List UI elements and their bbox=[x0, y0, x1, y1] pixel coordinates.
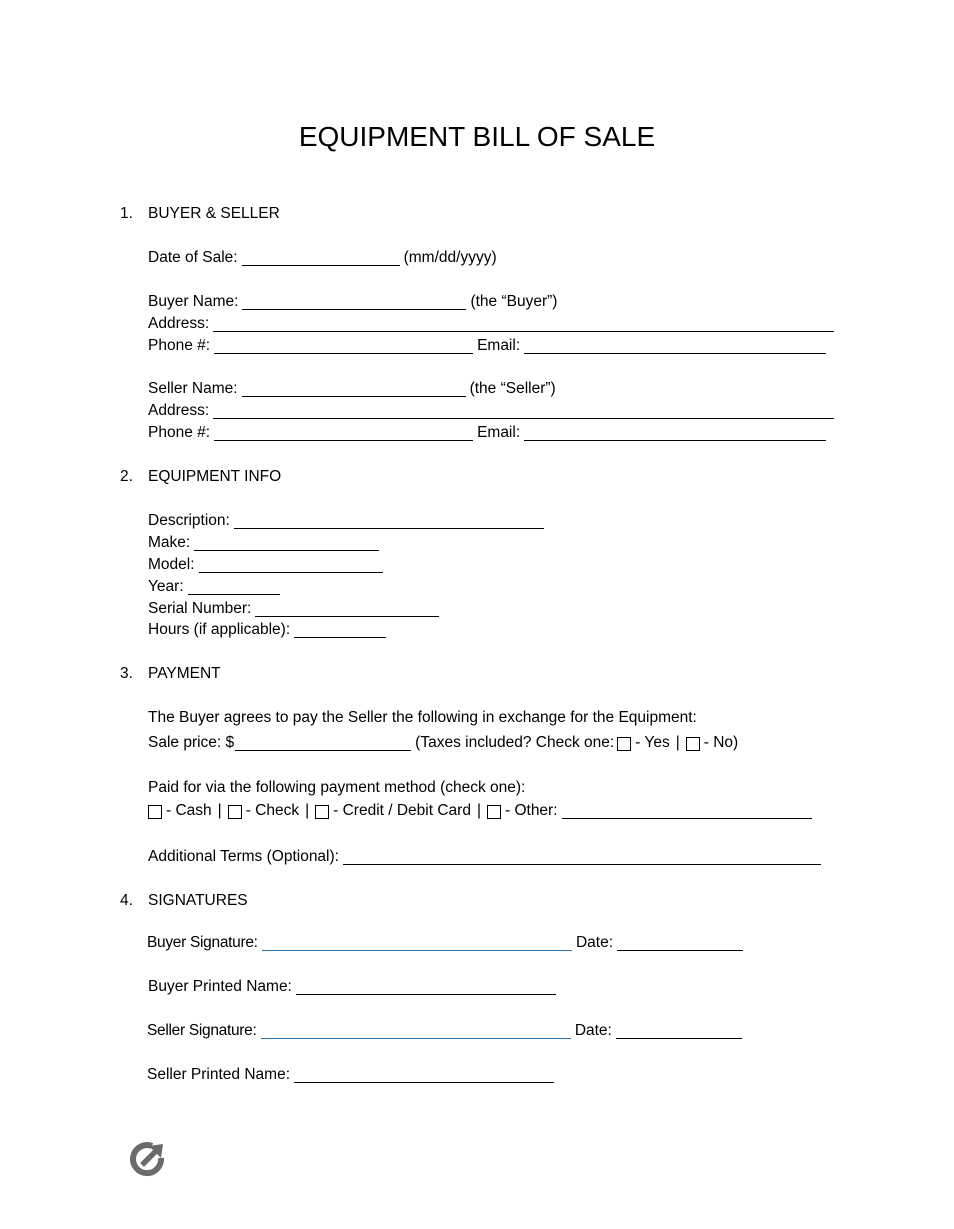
buyer-contact-row bbox=[148, 334, 830, 356]
seller-name-row bbox=[148, 377, 556, 399]
hours-row bbox=[148, 618, 390, 640]
buyer-address-field[interactable] bbox=[213, 315, 834, 332]
payment-method-row bbox=[148, 799, 816, 821]
payment-method-intro-row bbox=[148, 776, 525, 798]
seller-email-field[interactable] bbox=[524, 424, 826, 441]
payment-intro-row bbox=[148, 706, 697, 728]
buyer-printed-name-field[interactable] bbox=[296, 978, 556, 995]
seller-suffix: (the “Seller”) bbox=[469, 380, 556, 397]
hours-field[interactable] bbox=[294, 621, 386, 638]
seller-phone-label: Phone #: bbox=[148, 424, 211, 441]
buyer-signature-colon: : bbox=[253, 934, 258, 951]
buyer-email-label: Email: bbox=[477, 337, 521, 354]
section-2-number: 2. bbox=[120, 468, 133, 485]
date-format-hint: (mm/dd/yyyy) bbox=[403, 249, 497, 266]
taxes-included-label: (Taxes included? Check one: bbox=[415, 734, 615, 751]
taxes-no-label: - No) bbox=[703, 734, 739, 751]
make-field[interactable] bbox=[194, 534, 379, 551]
section-4-number: 4. bbox=[120, 892, 133, 909]
sale-price-field[interactable] bbox=[235, 734, 411, 751]
document-title: EQUIPMENT BILL OF SALE bbox=[298, 121, 656, 152]
additional-terms-field[interactable] bbox=[343, 848, 821, 865]
year-row bbox=[148, 575, 284, 597]
hours-label: Hours (if applicable): bbox=[148, 621, 291, 638]
buyer-suffix: (the “Buyer”) bbox=[470, 293, 558, 310]
model-field[interactable] bbox=[199, 556, 383, 573]
serial-number-field[interactable] bbox=[255, 600, 439, 617]
additional-terms-row bbox=[148, 845, 825, 867]
model-label: Model: bbox=[148, 556, 195, 573]
buyer-signature-field[interactable] bbox=[262, 934, 572, 951]
buyer-address-label: Address: bbox=[148, 315, 210, 332]
seller-date-field[interactable] bbox=[616, 1022, 742, 1039]
section-3-number: 3. bbox=[120, 665, 133, 682]
seller-printed-name-row bbox=[147, 1063, 558, 1085]
seller-contact-row bbox=[148, 421, 830, 443]
seller-phone-field[interactable] bbox=[214, 424, 473, 441]
seller-signature-field[interactable] bbox=[261, 1022, 571, 1039]
section-1-title: BUYER & SELLER bbox=[148, 205, 280, 222]
cash-checkbox[interactable] bbox=[148, 805, 162, 819]
taxes-yes-checkbox[interactable] bbox=[617, 737, 631, 751]
section-3-title: PAYMENT bbox=[148, 665, 221, 682]
brand-logo-icon bbox=[130, 1141, 166, 1177]
seller-printed-name-field[interactable] bbox=[294, 1066, 554, 1083]
section-1-number: 1. bbox=[120, 205, 133, 222]
serial-number-row bbox=[148, 597, 443, 619]
make-row bbox=[148, 531, 383, 553]
buyer-phone-field[interactable] bbox=[214, 337, 473, 354]
description-label: Description: bbox=[148, 512, 230, 529]
buyer-email-field[interactable] bbox=[524, 337, 826, 354]
buyer-signature-row bbox=[147, 931, 747, 953]
seller-address-label: Address: bbox=[148, 402, 210, 419]
seller-email-label: Email: bbox=[477, 424, 521, 441]
separator: | bbox=[675, 734, 680, 751]
taxes-yes-label: - Yes bbox=[635, 734, 670, 751]
serial-number-label: Serial Number: bbox=[148, 600, 252, 617]
date-of-sale-label: Date of Sale: bbox=[148, 249, 238, 266]
buyer-name-row bbox=[148, 290, 557, 312]
taxes-no-checkbox[interactable] bbox=[686, 737, 700, 751]
buyer-name-field[interactable] bbox=[242, 293, 466, 310]
check-checkbox[interactable] bbox=[228, 805, 242, 819]
year-field[interactable] bbox=[188, 578, 280, 595]
seller-address-row bbox=[148, 399, 838, 421]
other-method-field[interactable] bbox=[562, 802, 812, 819]
description-field[interactable] bbox=[234, 512, 544, 529]
section-4-title: SIGNATURES bbox=[148, 892, 248, 909]
seller-signature-colon: : bbox=[252, 1022, 257, 1039]
buyer-name-label: Buyer Name: bbox=[148, 293, 239, 310]
date-of-sale-row bbox=[148, 246, 497, 268]
buyer-date-label: Date: bbox=[575, 934, 614, 951]
buyer-printed-name-row bbox=[148, 975, 560, 997]
separator: | bbox=[476, 802, 481, 819]
seller-name-label: Seller Name: bbox=[148, 380, 238, 397]
card-label: - Credit / Debit Card bbox=[333, 802, 471, 819]
seller-signature-row bbox=[147, 1019, 746, 1041]
sale-price-label: Sale price: $ bbox=[148, 734, 235, 751]
section-2-title: EQUIPMENT INFO bbox=[148, 468, 282, 485]
buyer-phone-label: Phone #: bbox=[148, 337, 211, 354]
additional-terms-label: Additional Terms (Optional): bbox=[148, 848, 339, 865]
cash-label: - Cash bbox=[166, 802, 212, 819]
card-checkbox[interactable] bbox=[315, 805, 329, 819]
year-label: Year: bbox=[148, 578, 184, 595]
buyer-address-row bbox=[148, 312, 838, 334]
sale-price-row bbox=[148, 731, 738, 753]
separator: | bbox=[217, 802, 222, 819]
buyer-signature-label: Buyer Signature bbox=[147, 934, 254, 951]
check-label: - Check bbox=[245, 802, 300, 819]
payment-intro-text: The Buyer agrees to pay the Seller the following in exchange for the Equipment: bbox=[148, 709, 697, 726]
seller-address-field[interactable] bbox=[213, 402, 834, 419]
description-row bbox=[148, 509, 548, 531]
payment-method-intro: Paid for via the following payment method (check one): bbox=[148, 779, 526, 796]
seller-printed-name-label: Seller Printed Name: bbox=[147, 1066, 291, 1083]
seller-name-field[interactable] bbox=[242, 380, 466, 397]
other-checkbox[interactable] bbox=[487, 805, 501, 819]
make-label: Make: bbox=[148, 534, 191, 551]
model-row bbox=[148, 553, 387, 575]
other-label: - Other: bbox=[504, 802, 558, 819]
seller-date-label: Date: bbox=[574, 1022, 612, 1039]
date-of-sale-field[interactable] bbox=[242, 249, 400, 266]
separator: | bbox=[305, 802, 310, 819]
buyer-printed-name-label: Buyer Printed Name: bbox=[148, 978, 292, 995]
seller-signature-label: Seller Signature bbox=[147, 1022, 253, 1039]
buyer-date-field[interactable] bbox=[617, 934, 743, 951]
